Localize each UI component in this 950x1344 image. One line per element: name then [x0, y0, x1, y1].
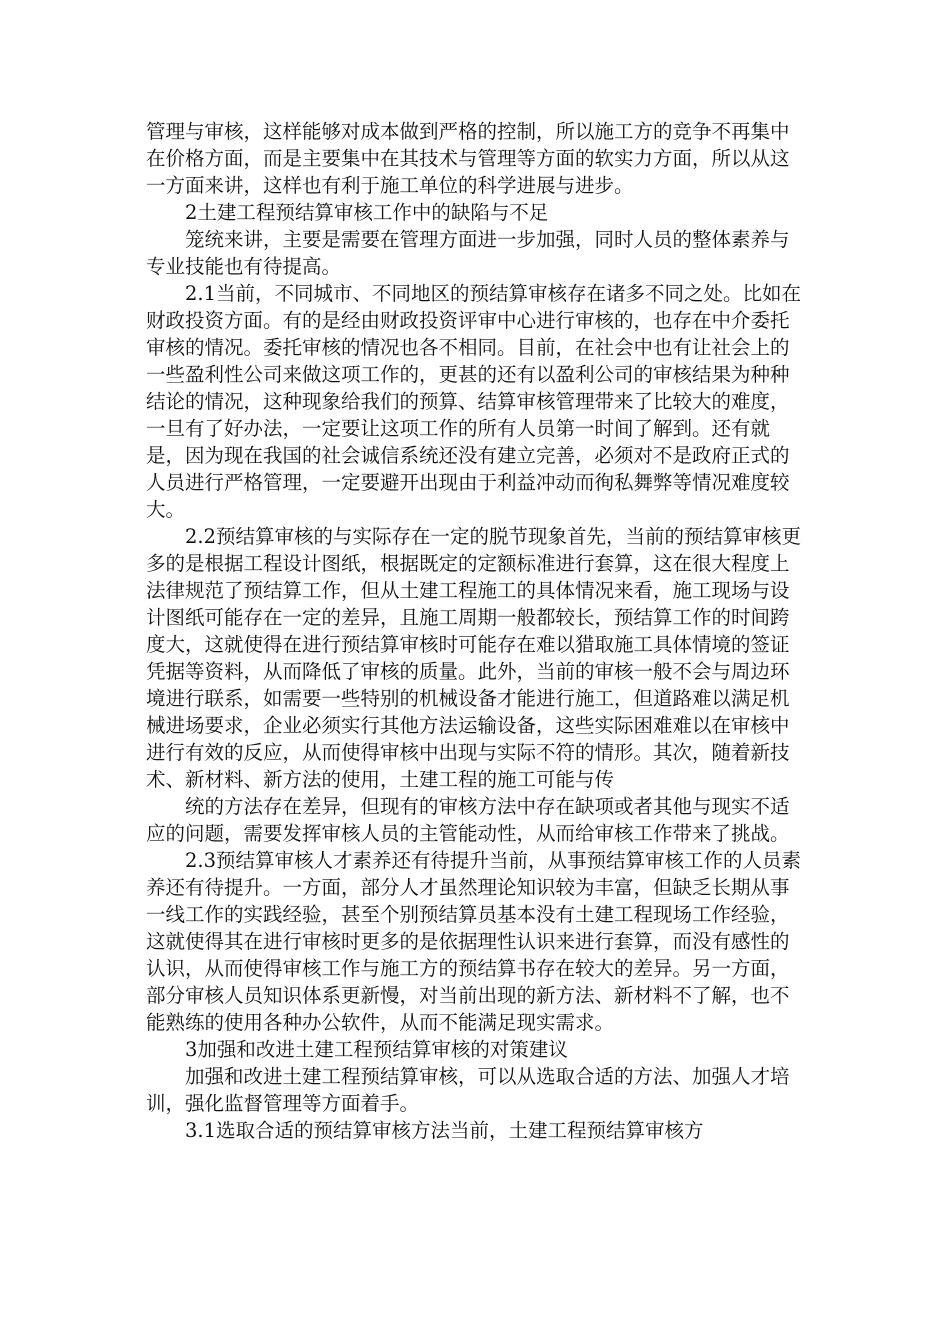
paragraph-section-3-intro: 加强和改进土建工程预结算审核，可以从选取合适的方法、加强人才培训，强化监督管理等方面着手。 [146, 1065, 790, 1115]
paragraph-continuation: 管理与审核，这样能够对成本做到严格的控制，所以施工方的竞争不再集中在价格方面，而是主要集中在其技术与管理等方面的软实力方面，所以从这一方面来讲，这样也有利于施工单位的科学进展与进步。 [146, 120, 790, 197]
paragraph-3-1: 3.1选取合适的预结算审核方法当前，土建工程预结算审核方 [185, 1119, 704, 1142]
paragraph-2-3: 2.3预结算审核人才素养还有待提升当前，从事预结算审核工作的人员素养还有待提升。一方面，部分人才虽然理论知识较为丰富，但缺乏长期从事一线工作的实践经验，甚至个别预结算员基本没有土建工程现场工作经验，这就使得其在进行审核时更多的是依据理性认识来进行套算，而没有感性的认识，从而使得审核工作与施工方的预结算书存在较大的差异。另一方面，部分审核人员知识体系更新慢，对当前出现的新方法、新材料不了解，也不能熟练的使用各种办公软件，从而不能满足现实需求。 [146, 849, 802, 1034]
section-heading-2: 2土建工程预结算审核工作中的缺陷与不足 [185, 201, 549, 224]
paragraph-2-2-continued: 统的方法存在差异，但现有的审核方法中存在缺项或者其他与现实不适应的问题，需要发挥审核人员的主管能动性，从而给审核工作带来了挑战。 [146, 795, 790, 845]
document-page [146, 118, 806, 1144]
paragraph-2-2: 2.2预结算审核的与实际存在一定的脱节现象首先，当前的预结算审核更多的是根据工程设计图纸，根据既定的定额标准进行套算，这在很大程度上法律规范了预结算工作，但从土建工程施工的具体情况来看，施工现场与设计图纸可能存在一定的差异，且施工周期一般都较长，预结算工作的时间跨度大，这就使得在进行预结算审核时可能存在难以猎取施工具体情境的签证凭据等资料，从而降低了审核的质量。此外，当前的审核一般不会与周边环境进行联系，如需要一些特别的机械设备才能进行施工，但道路难以满足机械进场要求，企业必须实行其他方法运输设备，这些实际困难难以在审核中进行有效的反应，从而使得审核中出现与实际不符的情形。其次，随着新技术、新材料、新方法的使用，土建工程的施工可能与传 [146, 525, 802, 791]
paragraph-section-2-intro: 笼统来讲，主要是需要在管理方面进一步加强，同时人员的整体素养与专业技能也有待提高。 [146, 228, 790, 278]
section-heading-3: 3加强和改进土建工程预结算审核的对策建议 [185, 1038, 568, 1061]
paragraph-2-1: 2.1当前，不同城市、不同地区的预结算审核存在诸多不同之处。比如在财政投资方面。有的是经由财政投资评审中心进行审核的，也存在中介委托审核的情况。委托审核的情况也各不相同。目前，在社会中也有让社会上的一些盈利性公司来做这项工作的，更甚的还有以盈利公司的审核结果为种种结论的情况，这种现象给我们的预算、结算审核管理带来了比较大的难度，一旦有了好办法，一定要让这项工作的所有人员第一时间了解到。还有就是，因为现在我国的社会诚信系统还没有建立完善，必须对不是政府正式的人员进行严格管理，一定要避开出现由于利益冲动而徇私舞弊等情况难度较大。 [146, 282, 802, 521]
